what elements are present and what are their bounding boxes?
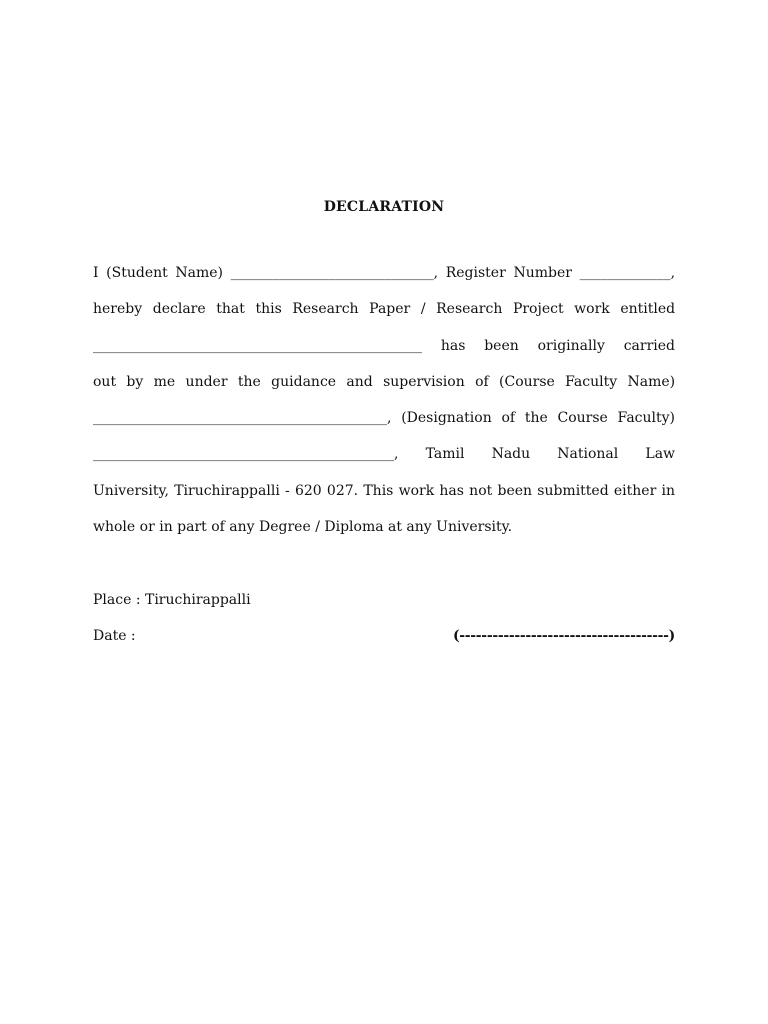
line-2-segment-2: declare bbox=[152, 301, 206, 318]
line-2-segment-10: work bbox=[574, 301, 610, 318]
line-6-segment-1: ___________________________________________, bbox=[93, 446, 399, 463]
line-2-segment-11: entitled bbox=[620, 301, 676, 318]
line-4-segment-8: supervision bbox=[383, 373, 465, 390]
line-2-segment-4: this bbox=[255, 301, 282, 318]
line-3-segment-5: carried bbox=[623, 337, 675, 354]
line-6-segment-3: Nadu bbox=[491, 446, 531, 463]
paragraph-line-7 bbox=[93, 482, 675, 518]
date-label: Date : bbox=[93, 628, 136, 644]
paragraph-line-6 bbox=[93, 445, 675, 481]
line-1-segment-1: I (Student Name) _____________________________, bbox=[93, 265, 439, 281]
line-6-segment-2: Tamil bbox=[425, 446, 465, 463]
line-4-segment-7: and bbox=[346, 373, 373, 390]
line-7-segment-2: This work has not been submitted either in bbox=[363, 482, 676, 499]
paragraph-line-3 bbox=[93, 337, 675, 373]
line-3-segment-3: been bbox=[484, 337, 519, 354]
line-4-segment-10: (Course Faculty Name) bbox=[499, 373, 676, 390]
paragraph-line-8: whole or in part of any Degree / Diploma at any University. bbox=[93, 519, 513, 536]
line-4-segment-6: guidance bbox=[271, 373, 337, 390]
line-3-segment-1: _______________________________________________ bbox=[93, 337, 422, 354]
line-4-segment-3: me bbox=[153, 373, 176, 390]
line-1-segment-2: Register bbox=[445, 265, 506, 281]
line-7-segment-1: University, Tiruchirappalli - 620 027. bbox=[93, 482, 359, 499]
paragraph-line-1 bbox=[93, 264, 675, 300]
line-2-segment-9: Project bbox=[512, 301, 564, 318]
line-3-segment-2: has bbox=[440, 337, 466, 354]
line-4-segment-5: the bbox=[237, 373, 261, 390]
declaration-paragraph bbox=[93, 264, 675, 554]
paragraph-line-5 bbox=[93, 409, 675, 445]
line-2-segment-8: Research bbox=[436, 301, 503, 318]
paragraph-line-2 bbox=[93, 300, 675, 336]
line-1-segment-4: _____________, bbox=[579, 265, 676, 281]
line-4-segment-4: under bbox=[185, 373, 228, 390]
line-5-segment-2: (Designation of the Course Faculty) bbox=[401, 410, 675, 427]
line-4-segment-2: by bbox=[126, 373, 144, 390]
document-title: DECLARATION bbox=[323, 199, 445, 215]
line-6-segment-4: National bbox=[557, 446, 619, 463]
line-5-segment-1: __________________________________________, bbox=[93, 410, 392, 427]
line-4-segment-1: out bbox=[93, 373, 117, 390]
line-1-segment-3: Number bbox=[513, 265, 572, 281]
paragraph-line-4 bbox=[93, 373, 675, 409]
date-signature-row bbox=[93, 627, 675, 645]
place-line: Place : Tiruchirappalli bbox=[93, 592, 251, 608]
line-2-segment-7: / bbox=[420, 301, 426, 318]
line-2-segment-3: that bbox=[216, 301, 245, 318]
line-4-segment-9: of bbox=[475, 373, 489, 390]
signature-placeholder: (--------------------------------------) bbox=[452, 628, 675, 644]
line-2-segment-5: Research bbox=[292, 301, 359, 318]
line-6-segment-5: Law bbox=[645, 446, 676, 463]
line-3-segment-4: originally bbox=[537, 337, 605, 354]
line-2-segment-6: Paper bbox=[369, 301, 411, 318]
line-2-segment-1: hereby bbox=[93, 301, 143, 318]
